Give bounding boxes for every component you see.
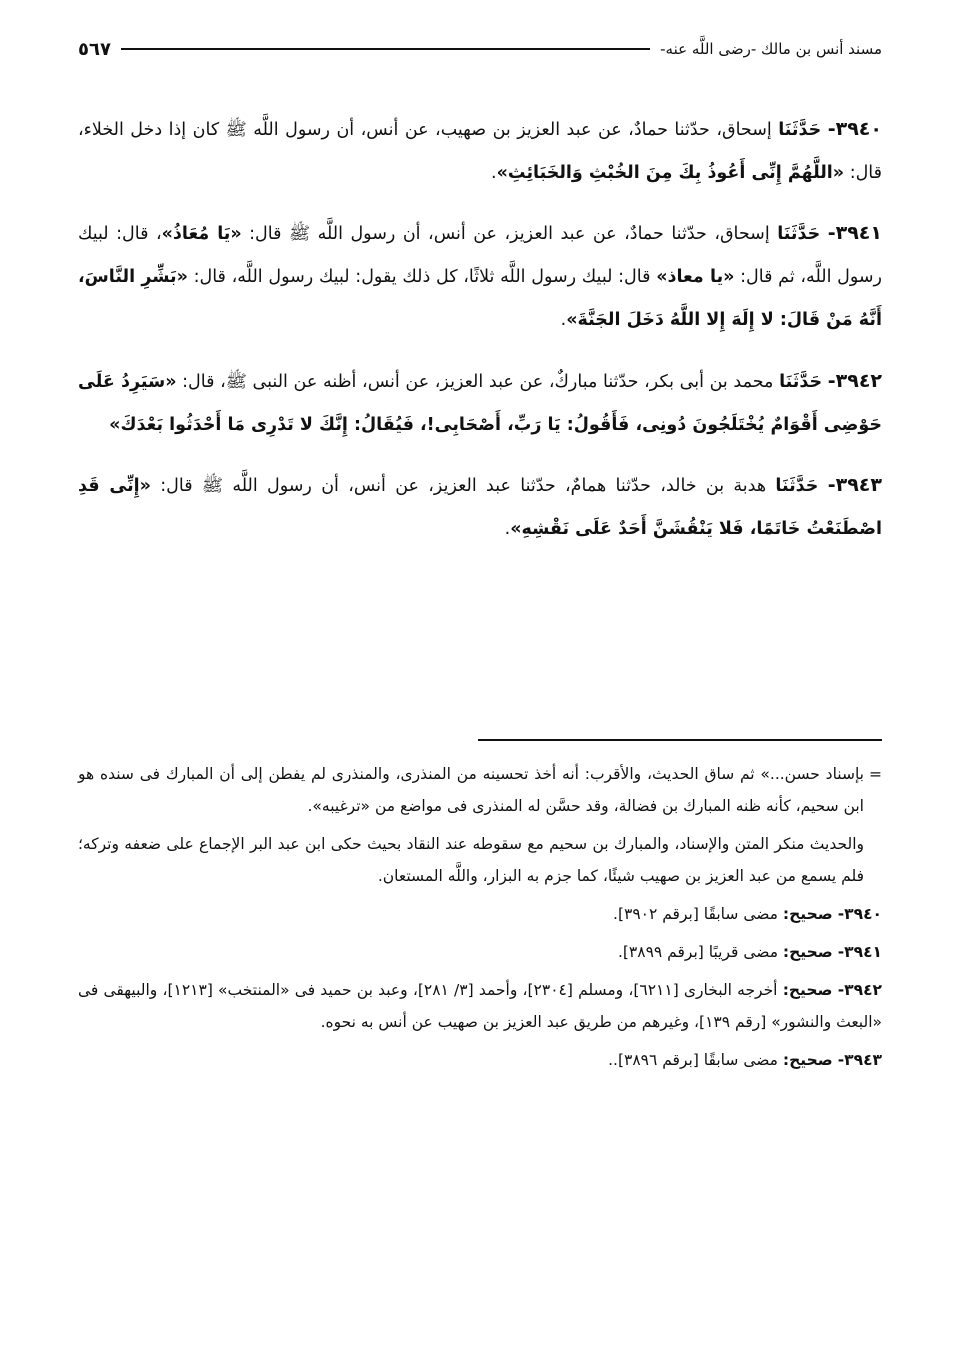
page-header (78, 32, 882, 66)
hadith-end: . (504, 519, 511, 539)
hadith-isnad: محمد بن أبى بكر، حدّثنا مباركٌ، عن عبد العزيز، عن أنس، أظنه عن النبى ﷺ، قال: (176, 371, 780, 392)
hadith-matn: «اللَّهُمَّ إِنِّى أَعُوذُ بِكَ مِنَ الخُبْثِ وَالخَبَائِثِ» (496, 162, 845, 183)
hadith-quote: «يَا مُعَاذُ» (161, 224, 242, 244)
hadith-3942 (78, 360, 882, 447)
grading-label: صحيح: (782, 943, 833, 961)
footnote-continuation (78, 758, 882, 822)
hadith-matn: «سَيَرِدُ عَلَى حَوْضِى أَقْوَامٌ يُخْتَلَجُونَ دُونِى، فَأَقُولُ: يَا رَبِّ، أَصْحَابِى!، فَيُقَالُ: إِنَّكَ لا تَدْرِى مَا أَحْدَثُوا بَعْدَكَ» (78, 371, 882, 435)
running-title: مسند أنس بن مالك -رضى اللَّه عنه- (660, 40, 882, 58)
grading-3940 (78, 898, 882, 930)
hadith-number: ٣٩٤٣- (827, 474, 882, 496)
hadith-quote: «يا معاذ» (656, 267, 735, 287)
hadith-opening: حَدَّثَنَا (775, 476, 819, 496)
grading-text: أخرجه البخارى [٦٢١١]، ومسلم [٢٣٠٤]، وأحمد [٣/ ٢٨١]، وعبد بن حميد فى «المنتخب» [١٢١٣]، والبيهقى فى «البعث والنشور» [رقم ١٣٩]، وغيرهم من طريق عبد العزيز بن صهيب عن أنس به نحوه. (78, 981, 882, 1031)
grading-number: ٣٩٤٣- (837, 1051, 882, 1069)
hadith-opening: حَدَّثَنَا (778, 119, 822, 140)
grading-number: ٣٩٤٢- (837, 981, 883, 999)
hadith-list (78, 90, 882, 565)
hadith-text: ، قال: لبيك رسول اللَّه، ثم قال: (78, 224, 883, 287)
grading-text: مضى سابقًا [برقم ٣٩٠٢]. (613, 905, 783, 923)
hadith-number: ٣٩٤١- (827, 222, 882, 244)
hadith-matn: «إِنِّى قَدِ اصْطَنَعْتُ خَاتَمًا، فَلا يَنْقُشَنَّ أَحَدٌ عَلَى نَقْشِهِ» (78, 476, 882, 539)
hadith-opening: حَدَّثَنَا (777, 224, 821, 244)
grading-label: صحيح: (782, 1051, 833, 1069)
book-page (78, 20, 882, 1345)
grading-text: مضى قريبًا [برقم ٣٨٩٩]. (617, 943, 783, 961)
hadith-isnad: إسحاق، حدّثنا حمادٌ، عن عبد العزيز بن صهيب، عن أنس، أن رسول اللَّه ﷺ كان إذا دخل الخلاء، قال: (78, 119, 882, 183)
footnote-text: بإسناد حسن...» ثم ساق الحديث، والأقرب: أنه أخذ تحسينه من المنذرى، والمنذرى لم يفطن إلى أن المبارك فى سنده هو ابن سحيم، كأنه ظنه المبارك بن فضالة، وقد حسَّن له المنذرى فى مواضع من «ترغيبه». (78, 765, 864, 815)
hadith-opening: حَدَّثَنَا (779, 371, 823, 392)
header-rule (121, 48, 650, 50)
grading-number: ٣٩٤٠- (837, 905, 882, 923)
hadith-isnad: هدبة بن خالد، حدّثنا همامٌ، حدّثنا عبد العزيز، عن أنس، أن رسول اللَّه ﷺ قال: (150, 476, 776, 496)
hadith-number: ٣٩٤٠- (827, 117, 882, 140)
hadith-text: إسحاق، حدّثنا حمادٌ، عن عبد العزيز، عن أنس، أن رسول اللَّه ﷺ قال: (241, 224, 778, 244)
hadith-end: . (560, 310, 567, 330)
grading-label: صحيح: (782, 981, 833, 999)
hadith-3940 (78, 108, 882, 195)
grading-3941 (78, 936, 882, 968)
hadith-3943 (78, 464, 882, 551)
hadith-matn: «بَشِّرِ النَّاسَ، أَنَّهُ مَنْ قَالَ: لا إِلَهَ إِلا اللَّهُ دَخَلَ الجَنَّةَ» (78, 267, 882, 330)
page-number: ٥٦٧ (78, 38, 111, 60)
footnotes (78, 758, 882, 1082)
continuation-mark: = (869, 765, 882, 783)
footnote-separator (478, 739, 882, 741)
grading-3942 (78, 974, 882, 1038)
hadith-text: قال: لبيك رسول اللَّه ثلاثًا، كل ذلك يقول: لبيك رسول اللَّه، قال: (187, 267, 657, 287)
hadith-end: . (491, 162, 497, 183)
hadith-number: ٣٩٤٢- (827, 369, 883, 392)
grading-label: صحيح: (782, 905, 833, 923)
grading-text: مضى سابقًا [برقم ٣٨٩٦].. (608, 1051, 783, 1069)
footnote-text: والحديث منكر المتن والإسناد، والمبارك بن سحيم مع سقوطه عند النقاد بحيث حكى ابن عبد البر الإجماع على ضعفه وتركه؛ فلم يسمع من عبد العزيز بن صهيب شيئًا، كما جزم به البزار، واللَّه المستعان. (78, 835, 864, 885)
hadith-3941 (78, 212, 882, 342)
grading-3943 (78, 1044, 882, 1076)
grading-number: ٣٩٤١- (837, 943, 882, 961)
footnote-paragraph (78, 828, 882, 892)
